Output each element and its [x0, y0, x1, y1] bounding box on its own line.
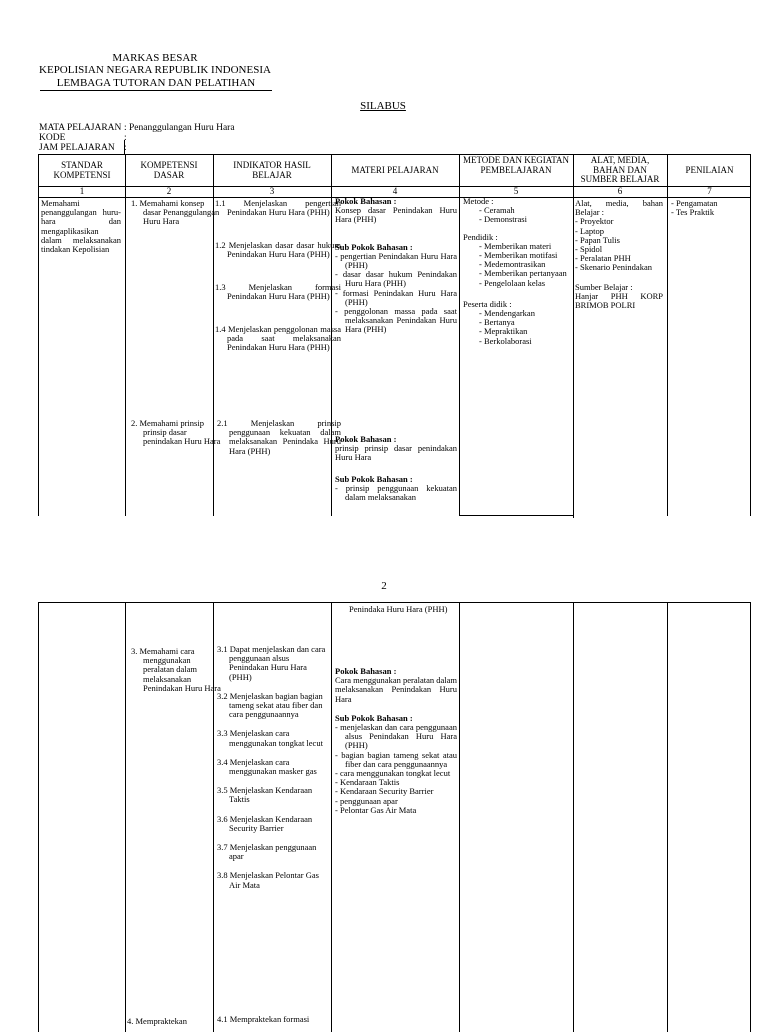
col-num-2: 2: [166, 186, 172, 196]
indikator-3-item: 3.7 Menjelaskan penggunaan apar: [217, 842, 317, 862]
pendidik-item: - Pengelolaan kelas: [479, 279, 569, 288]
col-num-6: 6: [617, 186, 623, 196]
pendidik-item: - Memberikan pertanyaan: [479, 269, 569, 278]
penilaian-item: - Pengamatan: [671, 199, 749, 208]
peserta-item: - Berkolaborasi: [479, 337, 569, 346]
document-title: SILABUS: [360, 100, 406, 112]
col-header-indikator: INDIKATOR HASIL BELAJAR: [233, 160, 311, 180]
materi-2-sub-label: Sub Pokok Bahasan :: [335, 473, 413, 484]
indikator-3-item: 3.2 Menjelaskan bagian bagian tameng sekat atau fiber dan cara penggunaannya: [217, 690, 323, 720]
materi-3-block: [335, 667, 457, 815]
mata-pelajaran-label: MATA PELAJARAN: [39, 123, 122, 133]
materi-2-pokok: prinsip prinsip dasar penindakan Huru Hara: [335, 443, 457, 463]
indikator-1-1: 1.1 Menjelaskan pengertian Penindakan Huru Hara (PHH): [215, 198, 341, 218]
silabus-table-page1: [38, 154, 751, 516]
materi-1-sub-item: - penggolonan massa pada saat melaksanakan Penindakan Huru Hara (PHH): [335, 307, 457, 335]
alat-item: - Papan Tulis: [575, 236, 663, 245]
materi-1-sub-item: - formasi Penindakan Huru Hara (PHH): [335, 289, 457, 307]
materi-2-block: [335, 435, 457, 502]
indikator-3-item: 3.8 Menjelaskan Pelontar Gas Air Mata: [217, 870, 319, 890]
col-header-materi: MATERI PELAJARAN: [351, 165, 439, 175]
materi-3-sub-item: - cara menggunakan tongkat lecut: [335, 769, 457, 778]
standar-kompetensi-text: Memahami penanggulangan huru-hara dan mengaplikasikan dalam melaksanakan tindakan Kepolisian: [41, 198, 121, 255]
col-num-1: 1: [79, 186, 85, 196]
materi-1-pokok: Konsep dasar Penindakan Huru Hara (PHH): [335, 205, 457, 225]
indikator-1-4: 1.4 Menjelaskan penggolonan massa pada saat melaksanakan Penindakan Huru Hara (PHH): [215, 324, 341, 353]
alat-item: - Skenario Penindakan: [575, 263, 663, 272]
col-header-standar: STANDAR KOMPETENSI: [53, 160, 111, 180]
col-header-kompetensi: KOMPETENSI DASAR: [140, 160, 198, 180]
jam-pelajaran-value: :: [124, 143, 127, 153]
materi-3-sub-label: Sub Pokok Bahasan :: [335, 712, 413, 723]
metode-item: - Demonstrasi: [479, 215, 569, 224]
col-header-penilaian: PENILAIAN: [685, 165, 734, 175]
indikator-2-1: 2.1 Menjelaskan prinsip penggunaan kekuatan dalam melaksanakan Penindaka Huru Hara (PHH): [217, 418, 341, 456]
jam-pelajaran-label: JAM PELAJARAN: [39, 143, 115, 153]
peserta-item: - Bertanya: [479, 318, 569, 327]
pendidik-label: Pendidik :: [463, 231, 498, 242]
metode-label: Metode :: [463, 196, 494, 206]
penilaian-item: - Tes Praktik: [671, 208, 749, 217]
materi-1-sub-item: - pengertian Penindakan Huru Hara (PHH): [335, 252, 457, 270]
kode-value: :: [124, 133, 127, 143]
col-num-5: 5: [513, 186, 519, 196]
materi-3-sub-item: - Kendaraan Taktis: [335, 778, 457, 787]
materi-continued: Penindaka Huru Hara (PHH): [349, 604, 448, 614]
kompetensi-dasar-4: 4. Mempraktekan: [127, 1016, 187, 1026]
kompetensi-dasar-2: 2. Memahami prinsip prinsip dasar penindakan Huru Hara: [131, 418, 221, 447]
indikator-3-item: 3.4 Menjelaskan cara menggunakan masker gas: [217, 756, 317, 777]
materi-3-sub-item: - menjelaskan dan cara penggunaan alsus Penindakan Huru Hara (PHH): [335, 723, 457, 751]
pendidik-item: - Memberikan materi: [479, 242, 569, 251]
metode-item: - Ceramah: [479, 206, 569, 215]
materi-3-sub-item: - penggunaan apar: [335, 797, 457, 806]
indikator-3-block: [217, 645, 329, 900]
page-number: 2: [381, 580, 387, 592]
sumber-label: Sumber Belajar :: [575, 281, 633, 292]
kode-label: KODE: [39, 133, 66, 143]
alat-item: - Laptop: [575, 227, 663, 236]
materi-1-pokok-label: Pokok Bahasan :: [335, 196, 397, 206]
indikator-3-item: 3.6 Menjelaskan Kendaraan Security Barrier: [217, 813, 313, 833]
indikator-3-item: 3.5 Menjelaskan Kendaraan Taktis: [217, 785, 313, 805]
col-num-3: 3: [269, 186, 275, 196]
materi-2-pokok-label: Pokok Bahasan :: [335, 434, 397, 444]
peserta-item: - Mepraktikan: [479, 327, 569, 336]
header-line1: MARKAS BESAR: [112, 52, 198, 64]
alat-block: [575, 199, 663, 310]
pendidik-item: - Memberikan motifasi: [479, 251, 569, 260]
col-num-4: 4: [392, 186, 398, 196]
materi-3-pokok-label: Pokok Bahasan :: [335, 666, 397, 676]
pendidik-item: - Medemontrasikan: [479, 260, 569, 269]
alat-item: - Proyektor: [575, 217, 663, 226]
indikator-1-3: 1.3 Menjelaskan formasi Penindakan Huru Hara (PHH): [215, 282, 341, 302]
alat-label: Alat, media, bahan Belajar :: [575, 198, 663, 218]
meta-divider: [124, 140, 125, 154]
penilaian-block: [671, 199, 749, 217]
col-header-alat: ALAT, MEDIA, BAHAN DAN SUMBER BELAJAR: [580, 155, 660, 184]
alat-item: - Peralatan PHH: [575, 254, 663, 263]
materi-1-block: [335, 197, 457, 335]
alat-item: - Spidol: [575, 245, 663, 254]
materi-3-sub-item: - Pelontar Gas Air Mata: [335, 806, 457, 815]
peserta-item: - Mendengarkan: [479, 309, 569, 318]
silabus-table-page2: [38, 602, 751, 1032]
indikator-4-1: 4.1 Mempraktekan formasi: [217, 1014, 310, 1024]
peserta-label: Peserta didik :: [463, 298, 512, 309]
materi-3-sub-item: - bagian bagian tameng sekat atau fiber dan cara penggunaannya: [335, 751, 457, 769]
col-header-metode: METODE DAN KEGIATAN PEMBELAJARAN: [462, 155, 570, 175]
indikator-3-item: 3.1 Dapat menjelaskan dan cara penggunaan alsus Penindakan Huru Hara (PHH): [217, 644, 326, 682]
materi-3-pokok: Cara menggunakan peralatan dalam melaksanakan Penindakan Huru Hara: [335, 675, 458, 704]
col-num-7: 7: [707, 186, 712, 196]
metode-block: [463, 197, 569, 346]
materi-1-sub-item: - dasar dasar hukum Penindakan Huru Hara (PHH): [335, 270, 457, 288]
mata-pelajaran-value: : Penanggulangan Huru Hara: [124, 123, 235, 133]
sumber-value: Hanjar PHH KORP BRIMOB POLRI: [575, 290, 663, 311]
materi-2-sub-item: - prinsip penggunaan kekuatan dalam melaksanakan: [335, 484, 457, 502]
header-line3: LEMBAGA TUTORAN DAN PELATIHAN: [40, 77, 272, 91]
materi-1-sub-label: Sub Pokok Bahasan :: [335, 241, 413, 252]
indikator-3-item: 3.3 Menjelaskan cara menggunakan tongkat lecut: [217, 728, 323, 748]
kompetensi-dasar-1: 1. Memahami konsep dasar Penanggulangan Huru Hara: [131, 198, 220, 227]
materi-3-sub-item: - Kendaraan Security Barrier: [335, 787, 457, 796]
kompetensi-dasar-3: 3. Memahami cara menggunakan peralatan dalam melaksanakan Penindakan Huru Hara: [131, 646, 221, 693]
indikator-1-2: 1.2 Menjelaskan dasar dasar hukum Penindakan Huru Hara (PHH): [215, 240, 341, 260]
header-line2: KEPOLISIAN NEGARA REPUBLIK INDONESIA: [39, 64, 271, 76]
